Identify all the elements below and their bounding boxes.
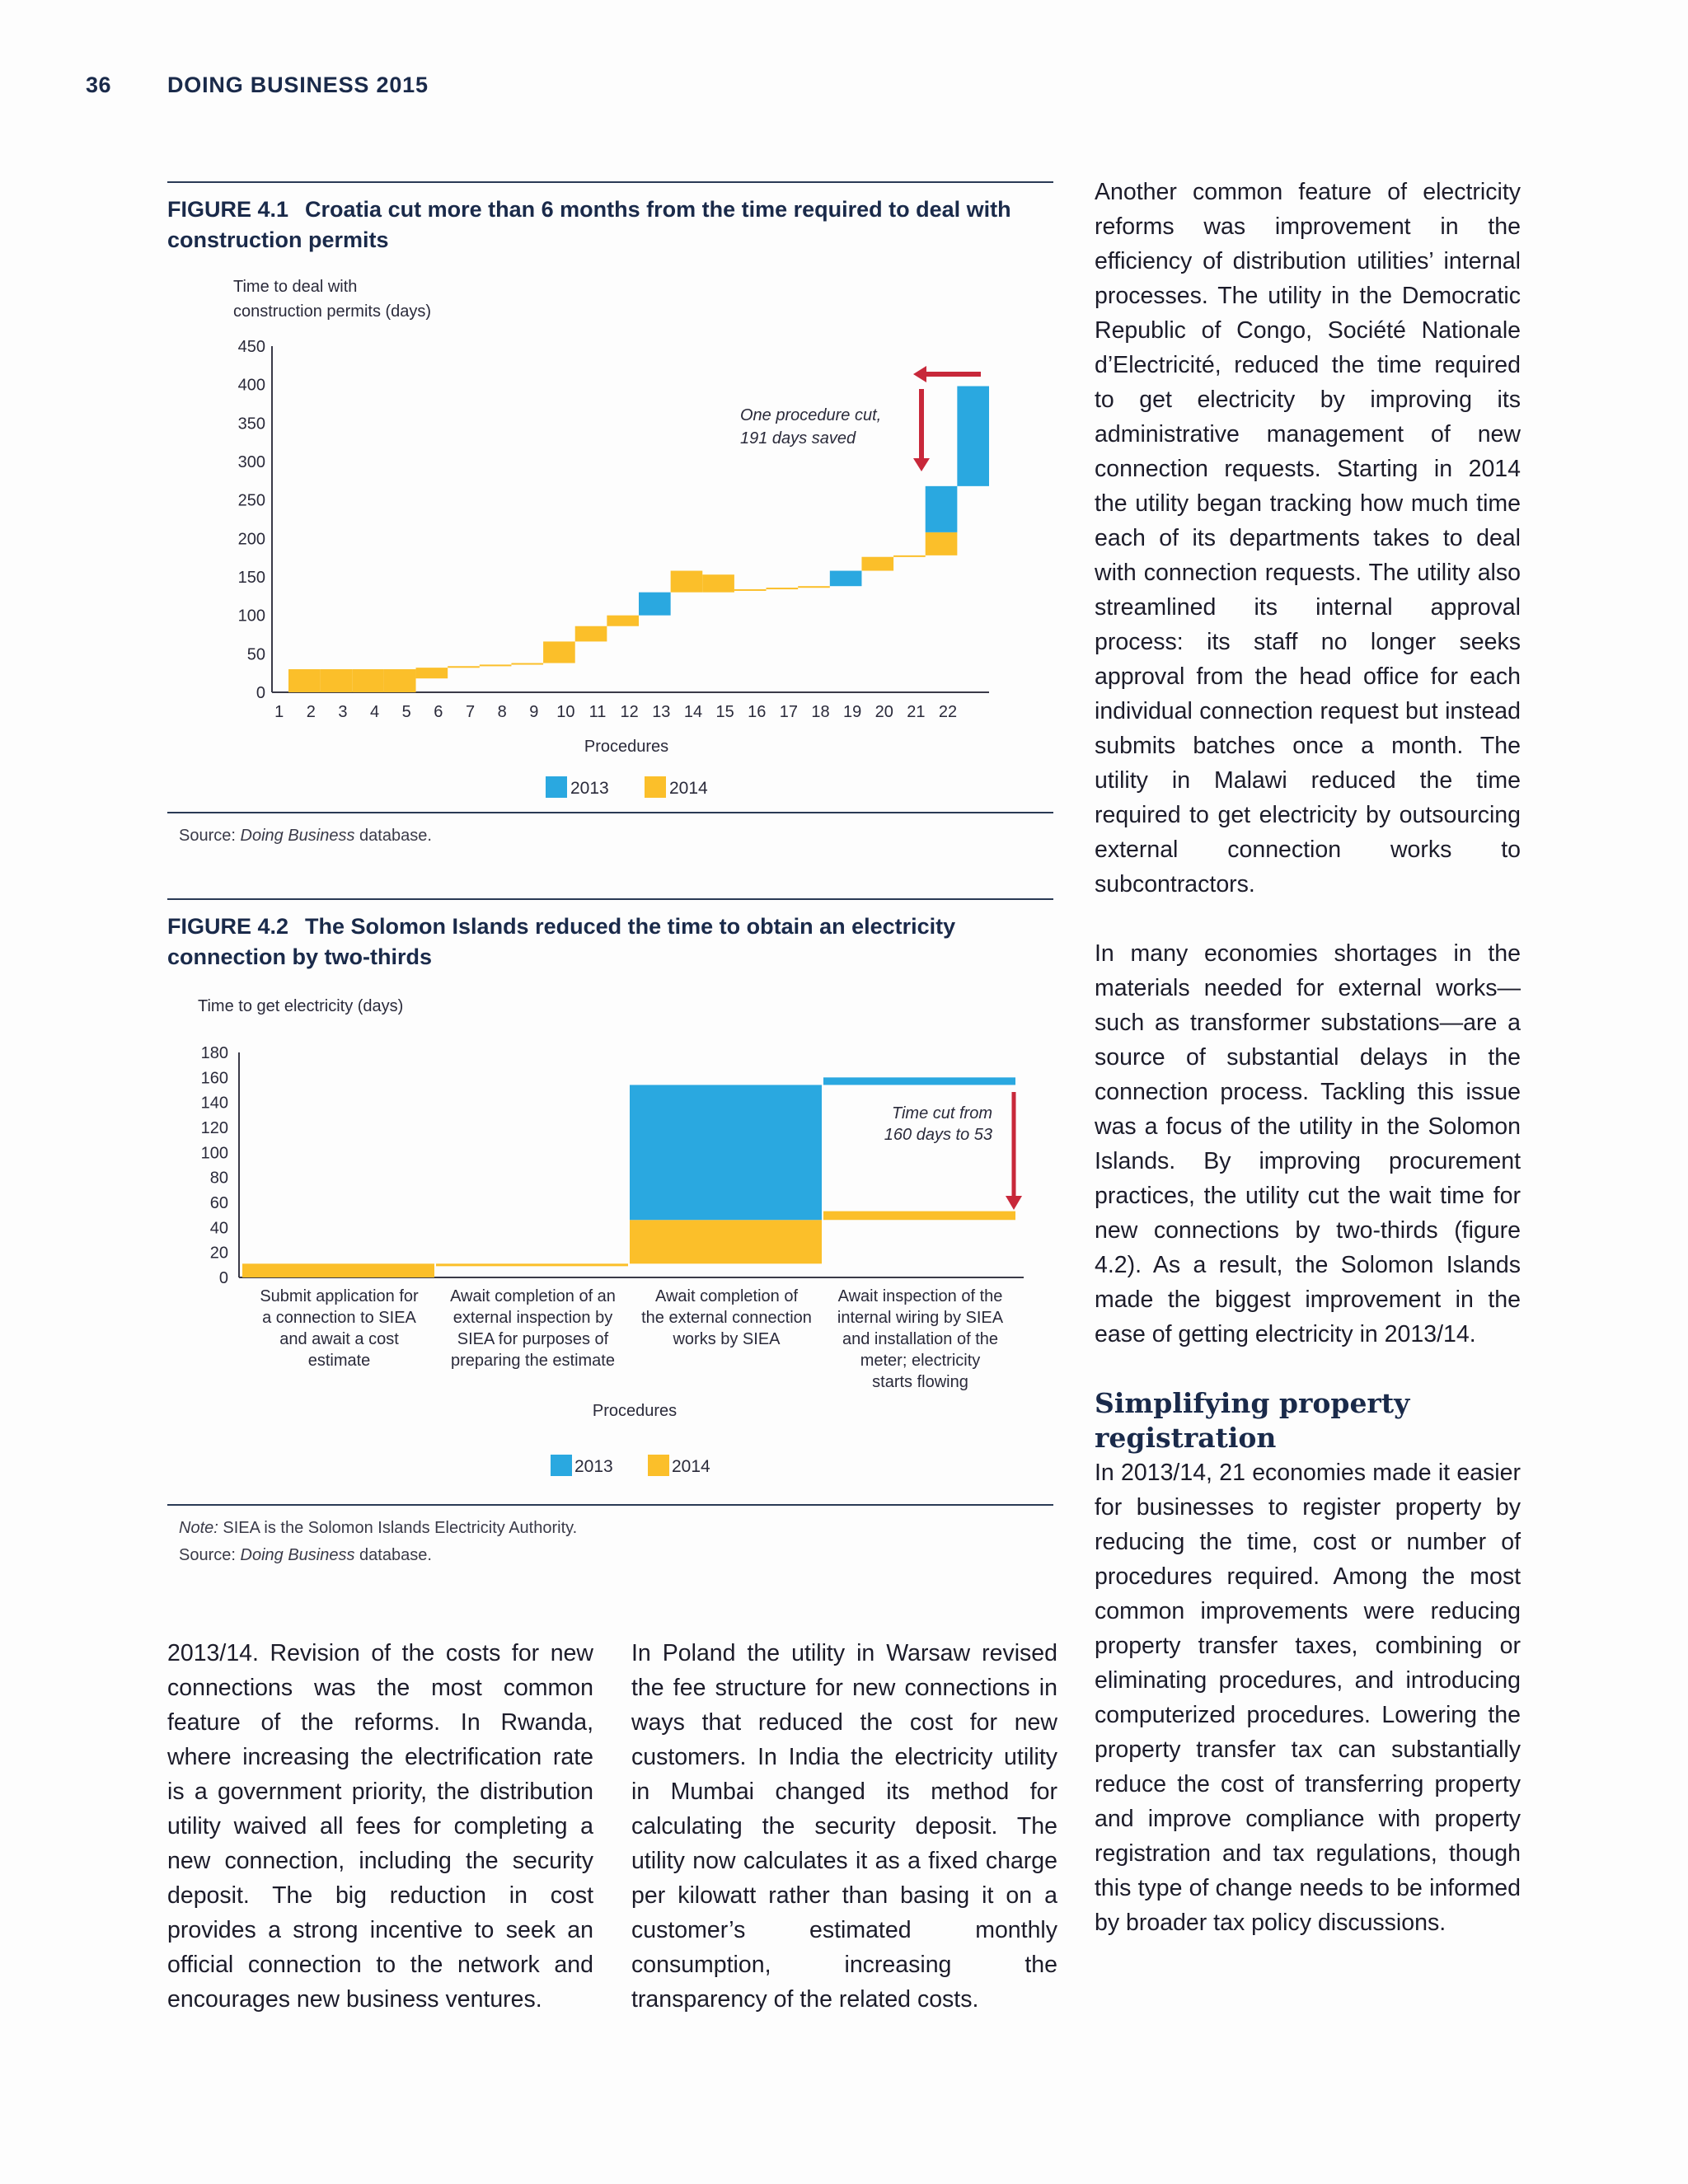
y-tick-label: 200 [237,530,265,549]
x-category-label: works by SIEA [673,1330,781,1348]
chart-bar-2014 [767,588,799,589]
y-tick-label: 300 [237,453,265,471]
chart-annotation: One procedure cut, [740,406,882,424]
y-tick-label: 0 [256,684,265,702]
chart-bar-2014 [511,663,543,665]
x-tick-label: 3 [338,703,348,721]
figure-4-2-caption: The Solomon Islands reduced the time to obtain an electricity connection by two-thirds [167,914,956,969]
figure-bottom-rule [167,1504,1053,1506]
chart-annotation: 191 days saved [740,429,856,448]
y-tick-label: 120 [200,1119,228,1137]
chart-bar-2014 [607,616,639,626]
chart-bar-2014 [480,664,512,666]
x-tick-label: 9 [529,703,539,721]
chart-bar-2014 [630,1220,822,1263]
x-category-label: estimate [307,1352,371,1370]
chart-bar-2014 [416,668,448,678]
legend-label-2014: 2014 [669,779,708,798]
chart-bar-2014 [448,666,480,668]
chart-annotation: 160 days to 53 [884,1126,992,1144]
y-tick-label: 450 [237,338,265,356]
chart-bar-2013 [823,1077,1015,1085]
y-tick-label: 20 [209,1244,228,1263]
figure-4-1-chart [165,272,1063,816]
x-tick-label: 5 [401,703,411,721]
x-axis-label: Procedures [584,738,669,756]
y-axis-label: Time to deal with [233,278,358,296]
legend-label-2013: 2013 [574,1457,613,1476]
y-tick-label: 400 [237,376,265,395]
x-tick-label: 2 [306,703,316,721]
chart-bar-2014 [926,532,958,555]
y-tick-label: 40 [209,1219,228,1238]
x-category-label: preparing the estimate [450,1352,616,1370]
x-category-label: and await a cost [279,1330,399,1348]
chart-bar-2014 [384,669,416,692]
y-tick-label: 50 [246,645,265,664]
legend-swatch-2014 [645,776,666,798]
chart-bar-2014 [543,641,575,663]
x-tick-label: 1 [274,703,284,721]
chart-bar-2014 [352,669,384,692]
x-tick-label: 7 [465,703,476,721]
x-tick-label: 19 [843,703,862,721]
legend-swatch-2013 [546,776,567,798]
figure-4-1-source: Source: Doing Business database. [179,827,432,845]
figure-bottom-rule [167,812,1053,813]
x-category-label: Await completion of an [450,1287,616,1305]
body-paragraph: Another common feature of electricity reforms was improvement in the efficiency of distribution utilities’ internal processes. The utility in the Democratic Republic of Congo, Société Nationale d’Electricité, reduced the time required to get electricity by improving its administrative management of new connection requests. Starting in 2014 the utility began tracking how much time each of its departments takes to deal with connection requests. The utility also streamlined its internal approval process: its staff no longer seeks approval from the head office for each individual connection request but instead submits batches once a month. The utility in Malawi reduced the time required to get electricity by outsourcing external connection works to subcontractors. [1095,179,1521,898]
body-paragraph: 2013/14. Revision of the costs for new connections was the most common feature of the reforms. In Rwanda, where increasing the electrification rate is a government priority, the distribution utility waived all fees for completing a new connection, including the security deposit. The big reduction in cost provides a strong incentive to seek an official connection to the network and encourages new business ventures. [167,1640,593,2013]
x-tick-label: 15 [715,703,734,721]
x-category-label: external inspection by [452,1309,613,1327]
figure-4-2-label: FIGURE 4.2 [167,914,289,939]
chart-bar-2014 [798,586,830,588]
figure-4-1-label: FIGURE 4.1 [167,197,289,222]
y-tick-label: 80 [209,1169,228,1188]
chart-bar-2014 [436,1263,628,1266]
x-tick-label: 4 [370,703,380,721]
y-axis-label: Time to get electricity (days) [198,997,404,1015]
x-category-label: Await completion of [654,1287,799,1305]
body-column-3 [1095,175,1521,1940]
body-paragraph: In Poland the utility in Warsaw revised the fee structure for new connections in ways that reduced the cost for new customers. In India the electricity utility in Mumbai changed its method for calculating the security deposit. The utility now calculates it as a fixed charge per kilowatt rather than basing it on a customer’s estimated monthly consumption, increasing the transparency of the related costs. [631,1640,1057,2013]
x-tick-label: 20 [874,703,893,721]
x-category-label: a connection to SIEA [262,1309,416,1327]
y-axis-label: construction permits (days) [233,302,432,321]
legend-swatch-2013 [551,1455,572,1476]
page-number: 36 [86,73,112,97]
chart-bar-2014 [734,589,767,591]
chart-bar-2013 [630,1085,822,1220]
legend-swatch-2014 [648,1455,669,1476]
chart-bar-2013 [926,486,958,532]
x-tick-label: 17 [779,703,798,721]
x-tick-label: 12 [620,703,639,721]
chart-bar-2014 [702,574,734,592]
x-category-label: starts flowing [872,1373,968,1391]
y-tick-label: 160 [200,1069,228,1088]
y-tick-label: 60 [209,1194,228,1212]
horizontal-arrow-head [913,366,926,382]
x-category-label: and installation of the [842,1330,999,1348]
figure-top-rule [167,181,1053,183]
x-tick-label: 14 [683,703,703,721]
x-tick-label: 6 [434,703,443,721]
y-tick-label: 150 [237,569,265,587]
vertical-arrow-head [1006,1196,1022,1210]
chart-annotation: Time cut from [891,1104,992,1122]
figure-4-2-title [167,912,1057,972]
x-category-label: Submit application for [260,1287,419,1305]
chart-bar-2014 [321,669,353,692]
body-paragraph: In many economies shortages in the materials needed for external works—such as transformer substations—are a source of substantial delays in the connection process. Tackling this issue was a focus of the utility in the Solomon Islands. By improving procurement practices, the utility cut the wait time for new connections by two-thirds (figure 4.2). As a result, the Solomon Islands made the biggest improvement in the ease of getting electricity in 2013/14. [1095,940,1521,1347]
x-tick-label: 22 [938,703,958,721]
y-tick-label: 100 [200,1144,228,1163]
x-tick-label: 11 [588,703,607,721]
legend-label-2014: 2014 [672,1457,710,1476]
chart-bar-2013 [639,593,671,616]
running-header: DOING BUSINESS 2015 [167,73,429,97]
x-category-label: internal wiring by SIEA [837,1309,1004,1327]
y-tick-label: 250 [237,491,265,510]
body-paragraph: In 2013/14, 21 economies made it easier for businesses to register property by reducing the time, cost or number of procedures required. Among the most common improvements were reducing property transfer taxes, combining or eliminating procedures, and introducing computerized procedures. Lowering the property transfer tax can substantially reduce the cost of transferring property and improve compliance with property registration and tax regulations, though this type of change needs to be informed by broader tax policy discussions. [1095,1460,1521,1936]
chart-bar-2014 [242,1263,434,1277]
x-tick-label: 18 [811,703,830,721]
body-column-1 [167,1636,593,2017]
x-tick-label: 13 [652,703,671,721]
chart-bar-2013 [957,387,989,486]
x-category-label: the external connection [641,1309,812,1327]
y-tick-label: 180 [200,1044,228,1062]
figure-4-2-chart [165,993,1063,1488]
body-column-2 [631,1636,1057,2017]
x-tick-label: 10 [556,703,575,721]
figure-4-2-source: Source: Doing Business database. [179,1546,432,1564]
figure-4-2-note: Note: SIEA is the Solomon Islands Electricity Authority. [179,1519,578,1537]
x-category-label: Await inspection of the [837,1287,1003,1305]
x-category-label: meter; electricity [860,1352,981,1370]
x-category-label: SIEA for purposes of [457,1330,609,1348]
figure-4-1-caption: Croatia cut more than 6 months from the time required to deal with construction permits [167,197,1011,252]
x-tick-label: 21 [907,703,926,721]
figure-4-1-title [167,194,1057,255]
y-tick-label: 100 [237,607,265,626]
x-axis-label: Procedures [592,1402,678,1420]
chart-bar-2014 [671,571,703,593]
y-tick-label: 0 [218,1269,228,1287]
figure-top-rule [167,898,1053,900]
x-tick-label: 16 [748,703,767,721]
vertical-arrow-head [913,458,930,471]
y-tick-label: 140 [200,1094,228,1113]
legend-label-2013: 2013 [570,779,609,798]
chart-bar-2014 [288,669,321,692]
chart-bar-2014 [861,557,893,571]
chart-bar-2014 [823,1212,1015,1221]
chart-bar-2014 [575,626,607,642]
x-tick-label: 8 [497,703,507,721]
section-heading: Simplifying property registration [1095,1387,1410,1454]
chart-bar-2013 [830,571,862,587]
chart-bar-2014 [893,555,926,557]
y-tick-label: 350 [237,415,265,434]
